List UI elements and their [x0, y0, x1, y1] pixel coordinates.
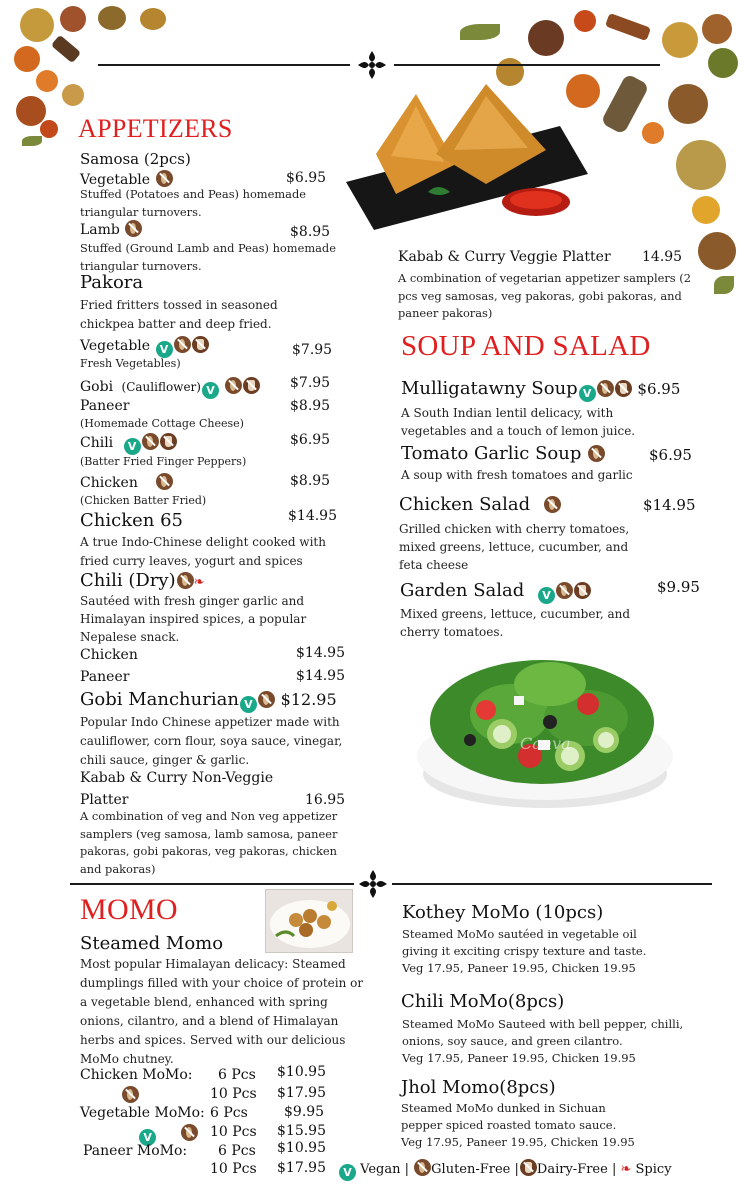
- mulligatawny-desc: A South Indian lentil delicacy, with vegetables and a touch of lemon juice.: [401, 406, 636, 438]
- chicken65-title: Chicken 65: [80, 510, 183, 531]
- gluten-free-icon: [588, 445, 605, 462]
- ornament-icon: [357, 50, 387, 80]
- pakora-chili-note: (Batter Fried Finger Peppers): [80, 455, 247, 468]
- tomato-garlic-row: [401, 443, 605, 464]
- chili-momo-desc-1: Steamed MoMo Sauteed with bell pepper, chilli,: [402, 1017, 684, 1031]
- gluten-free-icon: [597, 380, 614, 397]
- gluten-free-icon: [122, 1086, 139, 1103]
- gobi-manchurian-desc: Popular Indo Chinese appetizer made with cauliflower, corn flour, soya sauce, vinegar, chili sauce, ginger & garlic.: [80, 715, 343, 767]
- spicy-icon: ❧: [620, 1162, 632, 1177]
- nonveg-platter-desc: A combination of veg and Non veg appetizer samplers (veg samosa, lamb samosa, paneer pakoras, gobi pakoras, veg pakoras, chicken and pakoras): [80, 809, 338, 876]
- gluten-free-icon: [156, 473, 173, 490]
- mulligatawny-price: $6.95: [637, 380, 681, 398]
- chili-dry-title: Chili (Dry): [80, 570, 176, 591]
- samosa-veg-price: $6.95: [286, 170, 327, 186]
- nonveg-platter-price: 16.95: [305, 792, 346, 808]
- legend-separator: |: [514, 1162, 519, 1177]
- samosa-photo: [336, 84, 592, 234]
- legend-separator: |: [611, 1162, 617, 1177]
- momo-row-qty: 10 Pcs: [210, 1161, 257, 1177]
- nonveg-platter-title-2: Platter: [80, 792, 129, 808]
- steamed-momo-desc: Most popular Himalayan delicacy: Steamed dumplings filled with your choice of protein or a vegetable blend, enhanced with spring onions, cilantro, and a blend of Himalayan herbs and spices. Served with our delicious MoMo chutney.: [80, 957, 364, 1066]
- chili-dry-chicken-price: $14.95: [296, 645, 345, 661]
- gluten-free-icon: [414, 1159, 431, 1176]
- pakora-chicken-row: [80, 473, 173, 491]
- momo-row-qty: 6 Pcs: [218, 1067, 256, 1083]
- legend-gf: Gluten-Free: [431, 1162, 511, 1177]
- chicken-salad-price: $14.95: [643, 496, 696, 514]
- gluten-free-icon: [125, 220, 142, 237]
- gluten-free-icon: [556, 582, 573, 599]
- momo-photo: [265, 889, 353, 953]
- chicken65-price: $14.95: [288, 508, 337, 524]
- jhol-momo-desc-2: pepper spiced roasted tomato sauce.: [401, 1118, 617, 1132]
- pakora-chicken-price: $8.95: [290, 473, 331, 489]
- chili-dry-paneer-name: Paneer: [80, 669, 130, 685]
- gluten-free-icon: [258, 691, 275, 708]
- chicken-salad-title: Chicken Salad: [399, 494, 531, 515]
- chicken65-desc: A true Indo-Chinese delight cooked with fried curry leaves, yogurt and spices: [80, 535, 326, 568]
- gobi-manchurian-title: Gobi Manchurian: [80, 689, 239, 710]
- pakora-veg-row: [80, 336, 209, 358]
- mid-divider-left: [70, 883, 354, 885]
- gluten-free-icon: [544, 496, 561, 513]
- momo-row-qty: 10 Pcs: [210, 1086, 257, 1102]
- samosa-title: Samosa (2pcs): [80, 150, 191, 168]
- samosa-lamb-desc: Stuffed (Ground Lamb and Peas) homemade triangular turnovers.: [80, 241, 336, 273]
- gluten-free-icon: [177, 572, 194, 589]
- pakora-veg-name: Vegetable: [80, 338, 151, 354]
- top-divider-right: [394, 64, 660, 66]
- top-divider-left: [98, 64, 350, 66]
- steamed-momo-title: Steamed Momo: [80, 933, 224, 954]
- gobi-manchurian-price: $12.95: [280, 690, 337, 709]
- dairy-free-icon: [574, 582, 591, 599]
- vegan-icon: V: [124, 438, 141, 455]
- momo-row-price: $10.95: [277, 1140, 326, 1156]
- legend-df: Dairy-Free: [536, 1162, 608, 1177]
- pakora-desc: Fried fritters tossed in seasoned chickpea batter and deep fried.: [80, 298, 278, 331]
- dietary-legend: [338, 1159, 672, 1181]
- vegan-icon: V: [240, 696, 257, 713]
- momo-row-price: $15.95: [277, 1123, 326, 1139]
- legend-vegan: Vegan: [360, 1162, 401, 1177]
- samosa-lamb-price: $8.95: [290, 224, 331, 240]
- mulligatawny-title: Mulligatawny Soup: [401, 378, 578, 399]
- ornament-icon: [358, 869, 388, 899]
- veg-platter-title: Kabab & Curry Veggie Platter: [398, 249, 611, 265]
- veg-platter-price: 14.95: [642, 249, 683, 265]
- chili-dry-desc: Sautéed with fresh ginger garlic and Himalayan inspired spices, a popular Nepalese snack.: [80, 594, 307, 644]
- soup-salad-heading: SOUP AND SALAD: [401, 330, 651, 362]
- gluten-free-icon: [174, 336, 191, 353]
- jhol-momo-prices: Veg 17.95, Paneer 19.95, Chicken 19.95: [401, 1135, 635, 1149]
- samosa-lamb-name: Lamb: [80, 222, 120, 238]
- gluten-free-icon: [156, 170, 173, 187]
- vegan-icon: V: [156, 341, 173, 358]
- pakora-gobi-name: Gobi: [80, 379, 114, 395]
- legend-separator: |: [404, 1162, 410, 1177]
- chicken-salad-desc: Grilled chicken with cherry tomatoes, mixed greens, lettuce, cucumber, and feta cheese: [399, 522, 630, 572]
- tomato-garlic-title: Tomato Garlic Soup: [401, 443, 582, 464]
- chili-momo-prices: Veg 17.95, Paneer 19.95, Chicken 19.95: [402, 1051, 636, 1065]
- dairy-free-icon: [192, 336, 209, 353]
- pakora-chili-price: $6.95: [290, 432, 331, 448]
- pakora-gobi-note: (Cauliflower): [121, 380, 201, 394]
- pakora-gobi-row: [80, 377, 260, 399]
- momo-row-qty: 6 Pcs: [218, 1143, 256, 1159]
- garden-salad-price: $9.95: [657, 578, 700, 596]
- salad-bowl-icon: [410, 644, 680, 814]
- veg-platter-desc: A combination of vegetarian appetizer samplers (2 pcs veg samosas, veg pakoras, gobi pakoras, and paneer pakoras): [398, 271, 691, 320]
- salad-photo: [410, 644, 680, 814]
- momo-plate-icon: [266, 890, 354, 954]
- kothey-momo-prices: Veg 17.95, Paneer 19.95, Chicken 19.95: [402, 961, 636, 975]
- momo-heading: MOMO: [80, 893, 178, 926]
- legend-spicy: Spicy: [635, 1162, 672, 1177]
- kothey-momo-desc-1: Steamed MoMo sautéed in vegetable oil: [402, 927, 637, 941]
- vegan-icon: V: [202, 382, 219, 399]
- momo-row-qty: 10 Pcs: [210, 1124, 257, 1140]
- chili-momo-desc-2: onions, soy sauce, and green cilantro.: [402, 1034, 623, 1048]
- samosa-lamb-row: [80, 220, 142, 238]
- pakora-chili-row: [80, 433, 177, 455]
- pakora-veg-price: $7.95: [292, 342, 333, 358]
- dairy-free-icon: [243, 377, 260, 394]
- kothey-momo-title: Kothey MoMo (10pcs): [402, 902, 604, 923]
- pakora-paneer-name: Paneer: [80, 398, 130, 414]
- pakora-chicken-note: (Chicken Batter Fried): [80, 494, 207, 507]
- dairy-free-icon: [160, 433, 177, 450]
- momo-row-label: Vegetable MoMo:: [80, 1105, 205, 1121]
- chicken-salad-row: [399, 494, 561, 515]
- momo-row-price: $17.95: [277, 1160, 326, 1176]
- gobi-manchurian-row: [80, 689, 337, 713]
- garden-salad-row: [400, 580, 591, 604]
- samosa-veg-desc: Stuffed (Potatoes and Peas) homemade triangular turnovers.: [80, 187, 306, 219]
- tomato-garlic-desc: A soup with fresh tomatoes and garlic: [401, 468, 633, 482]
- mid-divider-right: [392, 883, 712, 885]
- dairy-free-icon: [520, 1159, 537, 1176]
- momo-row-price: $17.95: [277, 1085, 326, 1101]
- gluten-free-icon: [142, 433, 159, 450]
- pakora-veg-note: Fresh Vegetables): [80, 357, 181, 370]
- vegan-icon: V: [538, 587, 555, 604]
- kothey-momo-desc-2: giving it exciting crispy texture and taste.: [402, 944, 647, 958]
- chili-dry-row: [80, 570, 205, 591]
- nonveg-platter-title-1: Kabab & Curry Non-Veggie: [80, 770, 274, 786]
- pakora-chicken-name: Chicken: [80, 475, 138, 491]
- chili-momo-title: Chili MoMo(8pcs): [401, 991, 565, 1012]
- pakora-title: Pakora: [80, 272, 144, 293]
- garden-salad-desc: Mixed greens, lettuce, cucumber, and cherry tomatoes.: [400, 607, 631, 639]
- dairy-free-icon: [615, 380, 632, 397]
- pakora-gobi-price: $7.95: [290, 375, 331, 391]
- jhol-momo-desc-1: Steamed MoMo dunked in Sichuan: [401, 1101, 606, 1115]
- pakora-paneer-note: (Homemade Cottage Cheese): [80, 417, 244, 430]
- vegan-icon: V: [339, 1164, 356, 1181]
- gluten-free-icon: [181, 1124, 198, 1141]
- momo-row-price: $10.95: [277, 1064, 326, 1080]
- mulligatawny-row: [401, 378, 680, 402]
- tomato-garlic-price: $6.95: [649, 446, 692, 464]
- chili-dry-paneer-price: $14.95: [296, 668, 345, 684]
- pakora-paneer-price: $8.95: [290, 398, 331, 414]
- jhol-momo-title: Jhol Momo(8pcs): [401, 1077, 556, 1098]
- spicy-icon: ❧: [193, 575, 205, 590]
- pakora-chili-name: Chili: [80, 435, 114, 451]
- momo-row-label: Chicken MoMo:: [80, 1067, 193, 1083]
- momo-row-qty: 6 Pcs: [210, 1105, 248, 1121]
- momo-row-label: Paneer MoMo:: [83, 1143, 188, 1159]
- samosa-veg-name: Vegetable: [80, 172, 151, 188]
- momo-row-price: $9.95: [284, 1104, 325, 1120]
- appetizers-heading: APPETIZERS: [78, 114, 233, 143]
- chili-dry-chicken-name: Chicken: [80, 647, 138, 663]
- vegan-icon: V: [139, 1129, 156, 1146]
- vegan-icon: V: [579, 385, 596, 402]
- gluten-free-icon: [225, 377, 242, 394]
- garden-salad-title: Garden Salad: [400, 580, 525, 601]
- salad-watermark: Canva: [520, 734, 571, 753]
